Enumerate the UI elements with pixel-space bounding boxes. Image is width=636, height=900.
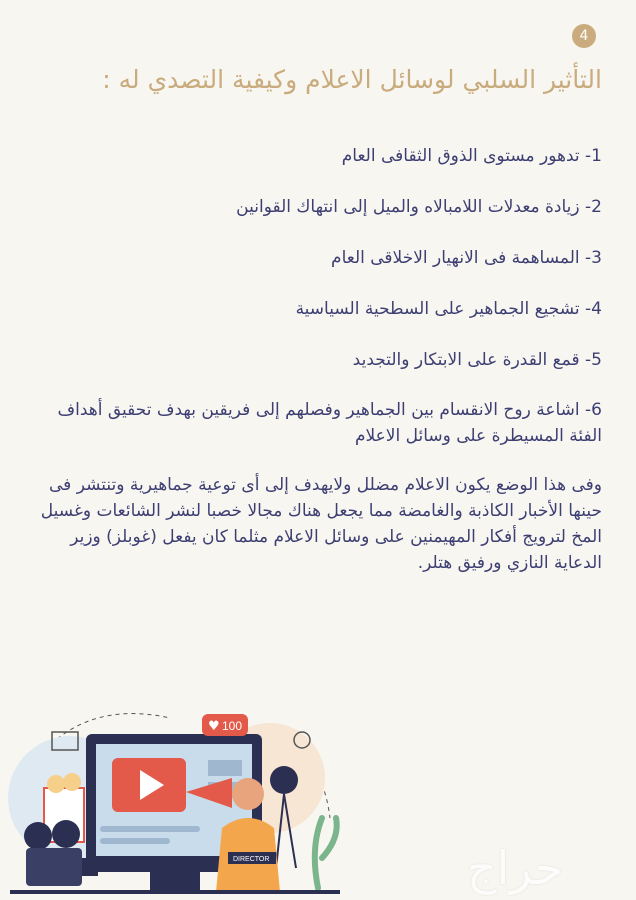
- popcorn: [63, 773, 81, 791]
- page-number-badge: 4: [572, 24, 596, 48]
- like-count: 100: [222, 719, 243, 733]
- camera-lens: [82, 858, 98, 876]
- camera-body: [26, 848, 82, 886]
- person-head: [232, 778, 264, 810]
- body-paragraph: وفى هذا الوضع يكون الاعلام مضلل ولايهدف إلى أى توعية جماهيرية وتنتشر فى حينها الأخبار الكاذبة والغامضة مما يجعل هناك مجالا خصبا لنشر الشائعات وغسيل المخ لترويج أفكار المهيمنين على وسائل الاعلام مثلما كان يفعل (غوبلز) وزير الدعاية النازي ورفيق هتلر.: [40, 475, 602, 573]
- monitor-stand: [150, 872, 200, 890]
- chair-label: DIRECTOR: [233, 856, 270, 863]
- screen-bar: [100, 826, 200, 832]
- plant: [315, 818, 337, 888]
- list-item: 3- المساهمة فى الانهيار الاخلاقى العام: [331, 248, 602, 268]
- film-reel: [24, 822, 52, 850]
- spotlight: [270, 766, 298, 794]
- list-item: 1- تدهور مستوى الذوق الثقافى العام: [341, 146, 602, 166]
- list-item: 2- زيادة معدلات اللامبالاه والميل إلى انتهاك القوانين: [236, 197, 602, 217]
- page-title: التأثير السلبي لوسائل الاعلام وكيفية التصدي له :: [102, 65, 602, 94]
- desk: [10, 890, 340, 894]
- content-body: [32, 142, 602, 576]
- screen-bar: [100, 838, 170, 844]
- film-reel: [52, 820, 80, 848]
- media-illustration: [0, 708, 345, 900]
- list-item: 5- قمع القدرة على الابتكار والتجديد: [352, 350, 602, 370]
- side-thumb: [208, 760, 242, 776]
- list-item: 4- تشجيع الجماهير على السطحية السياسية: [295, 299, 602, 319]
- list-item: 6- اشاعة روح الانقسام بين الجماهير وفصلهم إلى فريقين بهدف تحقيق أهداف الفئة المسيطرة على وسائل الاعلام: [57, 400, 602, 446]
- popcorn: [47, 775, 65, 793]
- heart-icon: ♥: [208, 719, 220, 734]
- watermark-logo: حراج: [466, 841, 564, 895]
